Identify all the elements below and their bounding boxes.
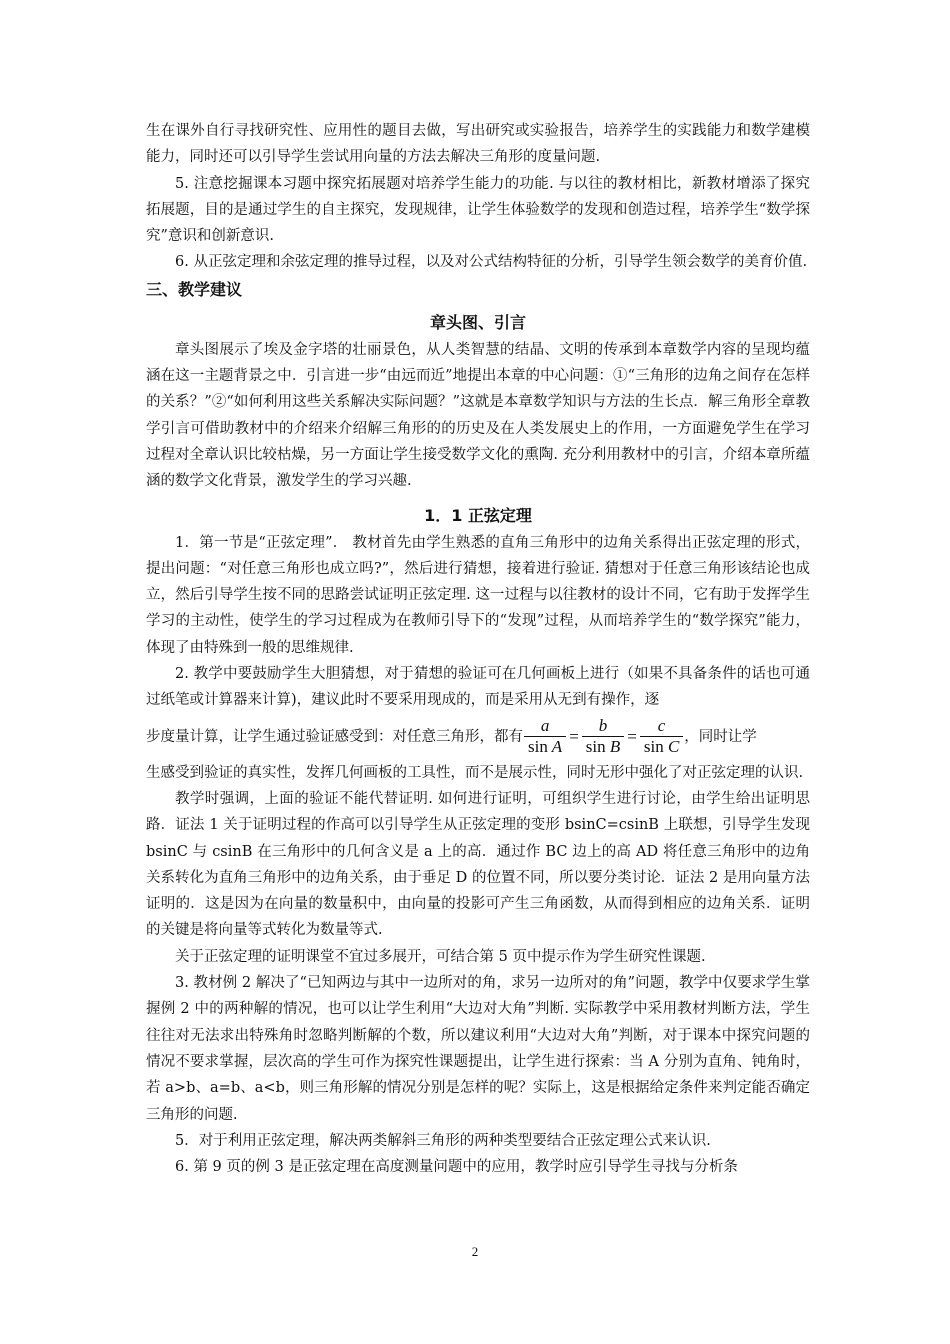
- paragraph-continuation: 生在课外自行寻找研究性、应用性的题目去做，写出研究或实验报告，培养学生的实践能力和数学建模能力，同时还可以引导学生尝试用向量的方法去解决三角形的度量问题.: [146, 123, 810, 166]
- subsection-heading: 1．1 正弦定理: [424, 505, 532, 525]
- page-content: [146, 118, 810, 1180]
- paragraph-5: 3. 教材例 2 解决了“已知两边与其中一边所对的角，求另一边所对的角”问题，教学中仅要求学生掌握例 2 中的两种解的情况，也可以让学生利用“大边对大角”判断. 实际教学中采用教材判断方法，学生往往对无法求出特殊角时忽略判断解的个数，所以建议利用“大边对大角”判断，对于课本中探究问题的情况不要求掌握，层次高的学生可作为探究性课题提出，让学生进行探索：当 A 分别为直角、钝角时，若 a>b、a=b、a<b，则三角形解的情况分别是怎样的呢？实际上，这是根据给定条件来判定能否确定三角形的问题.: [146, 975, 810, 1123]
- page-number: 2: [471, 1244, 479, 1259]
- sin-function: sin: [643, 737, 664, 757]
- fraction-a-over-sinA: [524, 716, 566, 757]
- paragraph-item-6: 6. 从正弦定理和余弦定理的推导过程，以及对公式结构特征的分析，引导学生领会数学的美育价值.: [175, 254, 808, 271]
- paragraph-2-end: 生感受到验证的真实性，发挥几何画板的工具性，而不是展示性，同时无形中强化了对正弦定理的认识.: [146, 764, 804, 781]
- sin-function: sin: [585, 737, 606, 757]
- numerator-b: b: [598, 716, 608, 736]
- numerator-c: c: [657, 716, 666, 736]
- fraction-b-over-sinB: [582, 716, 624, 757]
- denominator-C: C: [667, 737, 680, 757]
- denominator-A: A: [551, 737, 563, 757]
- formula-line: [146, 714, 810, 760]
- paragraph-6: 5．对于利用正弦定理，解决两类解斜三角形的两种类型要结合正弦定理公式来认识.: [175, 1132, 711, 1149]
- paragraph-3: 教学时强调，上面的验证不能代替证明. 如何进行证明，可组织学生进行讨论，由学生给出证明思路．证法 1 关于证明过程的作高可以引导学生从正弦定理的变形 bsinC=csinB 上联想，引导学生发现 bsinC 与 csinB 在三角形中的几何含义是 a 上的高．通过作 BC 边上的高 AD 将任意三角形中的边角关系转化为直角三角形中的边角关系，由于垂足 D 的位置不同，所以要分类讨论．证法 2 是用向量方法证明的．这是因为在向量的数量积中，由向量的投影可产生三角函数，从而得到相应的边角关系．证明的关键是将向量等式转化为数量等式.: [146, 790, 810, 939]
- formula-prefix-text: 步度量计算，让学生通过验证感受到：对任意三角形，都有: [146, 728, 523, 745]
- fraction-c-over-sinC: [640, 716, 683, 757]
- equals-sign: =: [627, 726, 637, 746]
- equals-sign: =: [569, 726, 579, 746]
- paragraph-4: 关于正弦定理的证明课堂不宜过多展开，可结合第 5 页中提示作为学生研究性课题.: [175, 948, 706, 965]
- paragraph-item-5: 5. 注意挖掘课本习题中探究拓展题对培养学生能力的功能. 与以往的教材相比，新教材增添了探究拓展题，目的是通过学生的自主探究，发现规律，让学生体验数学的发现和创造过程，培养学生“数学探究”意识和创新意识.: [146, 175, 810, 245]
- sin-function: sin: [528, 737, 548, 757]
- paragraph-1: 1．第一节是“正弦定理”． 教材首先由学生熟悉的直角三角形中的边角关系得出正弦定理的形式，提出问题：“对任意三角形也成立吗?”，然后进行猜想，接着进行验证. 猜想对于任意三角形该结论也成立，然后引导学生按不同的思路尝试证明正弦定理. 这一过程与以往教材的设计不同，它有助于发挥学生学习的主动性，使学生的学习过程成为在教师引导下的“发现”过程，从而培养学生的“数学探究”能力，体现了由特殊到一般的思维规律.: [146, 534, 810, 656]
- formula-suffix-text: ，同时让学: [684, 728, 757, 745]
- numerator-a: a: [540, 716, 550, 736]
- paragraph-2-start: 2. 教学中要鼓励学生大胆猜想，对于猜想的验证可在几何画板上进行（如果不具备条件的话也可通过纸笔或计算器来计算)，建议此时不要采用现成的，而是采用从无到有操作，逐: [146, 666, 810, 709]
- paragraph-7: 6. 第 9 页的例 3 是正弦定理在高度测量问题中的应用，教学时应引导学生寻找与分析条: [175, 1159, 738, 1176]
- section-heading: 三、教学建议: [146, 279, 243, 299]
- intro-paragraph: 章头图展示了埃及金字塔的壮丽景色，从人类智慧的结晶、文明的传承到本章数学内容的呈现均蕴涵在这一主题背景之中．引言进一步“由远而近”地提出本章的中心问题：①“三角形的边角之间存在怎样的关系？”②“如何利用这些关系解决实际问题？”这就是本章数学知识与方法的生长点．解三角形全章教学引言可借助教材中的介绍来介绍解三角形的的历史及在人类发展史上的作用，一方面避免学生在学习过程对全章认识比较枯燥，另一方面让学生接受数学文化的熏陶. 充分利用教材中的引言，介绍本章所蕴涵的数学文化背景，激发学生的学习兴趣.: [146, 341, 810, 490]
- chapter-heading: 章头图、引言: [429, 312, 526, 332]
- denominator-B: B: [609, 737, 621, 757]
